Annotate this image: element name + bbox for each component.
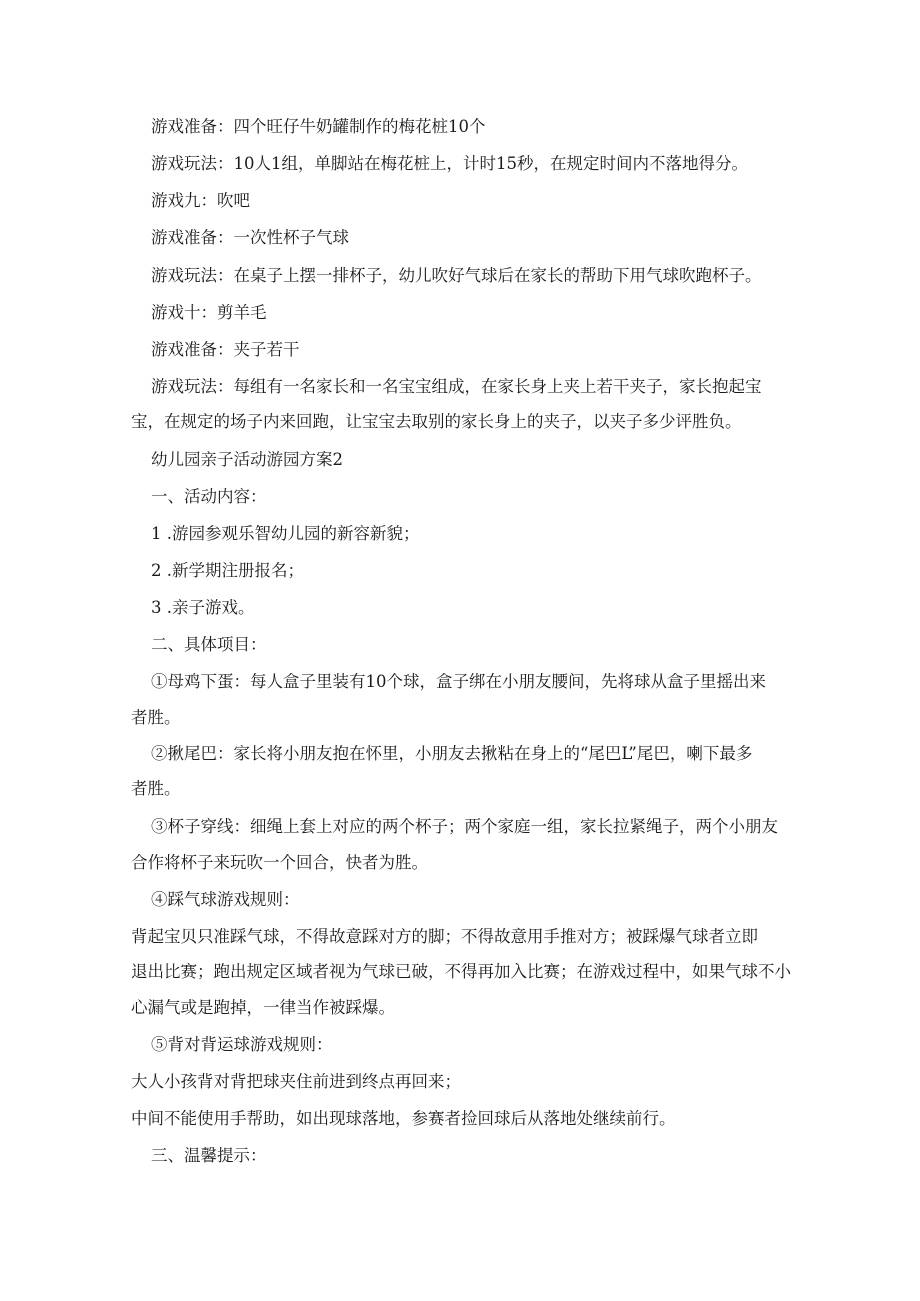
section-heading: 一、活动内容： <box>151 487 267 506</box>
text-line: 游戏九：吹吧 <box>151 191 250 210</box>
section-heading: 三、温馨提示： <box>151 1146 267 1165</box>
text-line: ④踩气球游戏规则： <box>151 890 300 909</box>
text-line: ①母鸡下蛋：每人盒子里装有10个球，盒子绑在小朋友腰间，先将球从盒子里摇出来 <box>151 672 766 691</box>
section-heading: 二、具体项目： <box>151 635 267 654</box>
text-line: 游戏十：剪羊毛 <box>151 303 267 322</box>
text-line: 退出比赛；跑出规定区域者视为气球已破，不得再加入比赛；在游戏过程中，如果气球不小 <box>131 962 791 981</box>
text-line: 合作将杯子来玩吹一个回合，快者为胜。 <box>131 853 428 872</box>
text-line: 游戏玩法：在桌子上摆一排杯子，幼儿吹好气球后在家长的帮助下用气球吹跑杯子。 <box>151 266 762 285</box>
list-item: 3 .亲子游戏。 <box>151 598 255 617</box>
text-line: 游戏玩法：每组有一名家长和一名宝宝组成，在家长身上夹上若干夹子，家长抱起宝 <box>151 377 762 396</box>
text-line: 游戏准备：一次性杯子气球 <box>151 228 349 247</box>
text-line: ③杯子穿线：细绳上套上对应的两个杯子；两个家庭一组，家长拉紧绳子，两个小朋友 <box>151 817 778 836</box>
text-line: 游戏玩法：10人1组，单脚站在梅花桩上，计时15秒，在规定时间内不落地得分。 <box>151 154 748 173</box>
text-line: 者胜。 <box>131 708 181 727</box>
text-line: 心漏气或是跑掉，一律当作被踩爆。 <box>131 998 395 1017</box>
section-title: 幼儿园亲子活动游园方案2 <box>151 450 343 469</box>
text-line: 游戏准备：四个旺仔牛奶罐制作的梅花桩10个 <box>151 117 486 136</box>
text-line: 宝，在规定的场子内来回跑，让宝宝去取别的家长身上的夹子，以夹子多少评胜负。 <box>131 412 742 431</box>
list-item: 2 .新学期注册报名； <box>151 561 304 580</box>
text-line: ②揪尾巴：家长将小朋友抱在怀里，小朋友去揪粘在身上的“尾巴L”尾巴，喇下最多 <box>151 744 753 763</box>
text-line: ⑤背对背运球游戏规则： <box>151 1035 333 1054</box>
text-line: 游戏准备：夹子若干 <box>151 340 300 359</box>
text-line: 中间不能使用手帮助，如出现球落地，参赛者捡回球后从落地处继续前行。 <box>131 1109 676 1128</box>
text-line: 者胜。 <box>131 779 181 798</box>
list-item: 1 .游园参观乐智幼儿园的新容新貌； <box>151 524 420 543</box>
text-line: 背起宝贝只准踩气球，不得故意踩对方的脚；不得故意用手推对方；被踩爆气球者立即 <box>131 927 758 946</box>
text-line: 大人小孩背对背把球夹住前进到终点再回来； <box>131 1072 461 1091</box>
